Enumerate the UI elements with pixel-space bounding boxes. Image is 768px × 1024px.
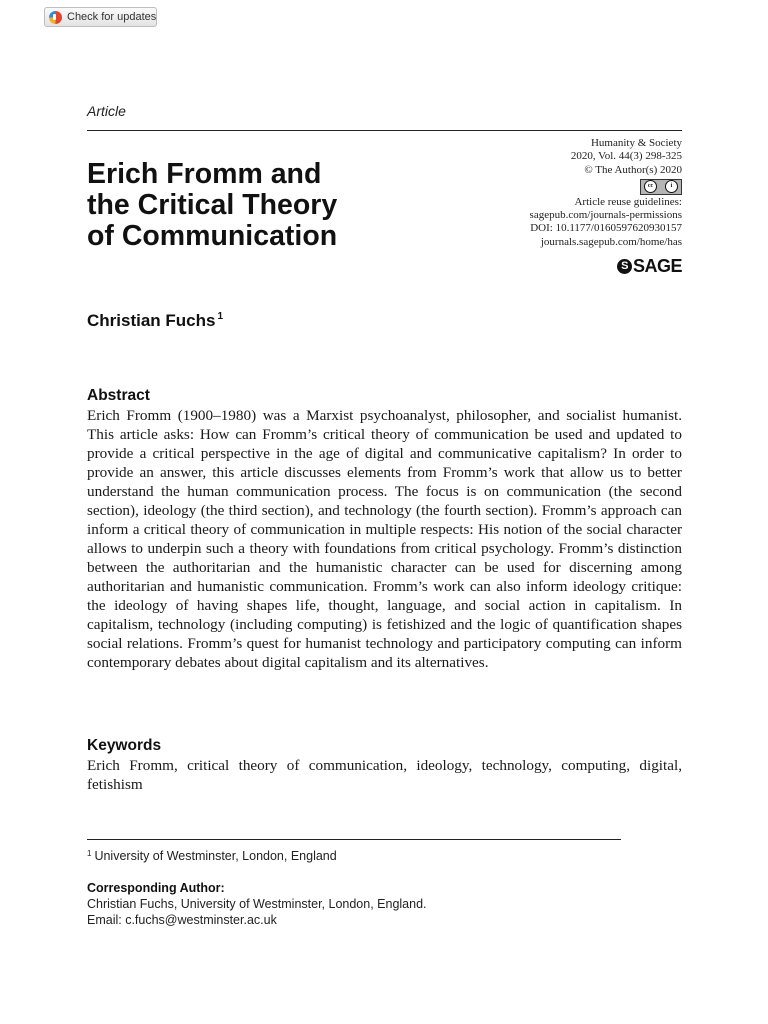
reuse-guidelines-link[interactable]: sagepub.com/journals-permissions <box>529 209 682 222</box>
corresponding-author-heading: Corresponding Author: <box>87 881 225 895</box>
journal-link[interactable]: journals.sagepub.com/home/has <box>540 235 682 248</box>
reuse-guidelines-label: Article reuse guidelines: <box>574 195 682 208</box>
journal-name: Humanity & Society <box>590 137 682 149</box>
corresponding-author-email[interactable]: Email: c.fuchs@westminster.ac.uk <box>87 913 277 927</box>
title-line: Erich Fromm and <box>87 158 322 190</box>
footnote-text: University of Westminster, London, England <box>94 849 337 863</box>
by-icon: i <box>665 180 678 193</box>
journal-volume: 2020, Vol. 44(3) 298-325 <box>570 150 682 163</box>
sage-mark-icon: S <box>617 259 632 274</box>
cc-by-license-icon[interactable] <box>640 179 682 195</box>
crossmark-icon <box>49 11 62 24</box>
publisher-name: SAGE <box>632 256 682 276</box>
article-type-label: Article <box>87 103 126 119</box>
doi[interactable]: DOI: 10.1177/0160597620930157 <box>530 222 682 235</box>
abstract-text: Erich Fromm (1900–1980) was a Marxist psychoanalyst, philosopher, and socialist humanist. This article asks: How can Fromm’s critical theory of communication be used and updated to provide a critical perspective in the age of digital and communicative capitalism? In order to provide an answer, this article discusses elements from Fromm’s work that allow us to better understand the human communication process. The focus is on communication (the second section), ideology (the third section), and technology (the fourth section). Fromm’s approach can inform a critical theory of communication in multiple respects: His notion of the social character allows to underpin such a theory with foundations from critical psychology. Fromm’s distinction between the authoritarian and the humanistic character can be used for discerning among authoritarian and humanistic communication. Fromm’s work can also inform ideology critique: the ideology of having shapes life, thought, language, and social action in capitalism. In capitalism, technology (including computing) is fetishized and the logic of quantification shapes social relations. Fromm’s quest for humanist technology and participatory computing can inform contemporary debates about digital capitalism and its alternatives. <box>87 407 682 671</box>
header-divider <box>87 130 682 131</box>
cc-icon: cc <box>644 180 657 193</box>
affiliation-footnote <box>87 849 337 863</box>
check-for-updates-button[interactable] <box>44 7 157 27</box>
sage-logo <box>617 256 682 277</box>
abstract-heading: Abstract <box>87 387 150 404</box>
article-title <box>87 159 447 252</box>
corresponding-author-address: Christian Fuchs, University of Westminster, London, England. <box>87 897 427 911</box>
title-line: the Critical Theory <box>87 189 338 221</box>
keywords-heading: Keywords <box>87 737 162 754</box>
keywords-text: Erich Fromm, critical theory of communication, ideology, technology, computing, digital, fetishism <box>87 757 682 793</box>
footnote-divider <box>87 839 621 840</box>
copyright-notice: © The Author(s) 2020 <box>584 163 682 176</box>
affiliation-mark: 1 <box>217 311 224 322</box>
check-for-updates-label: Check for updates <box>67 11 157 23</box>
journal-info <box>452 137 682 249</box>
author-name: Christian Fuchs $^1$ <box>87 311 224 330</box>
footnote-mark: 1 <box>87 849 92 858</box>
title-line: of Communication <box>87 220 338 252</box>
